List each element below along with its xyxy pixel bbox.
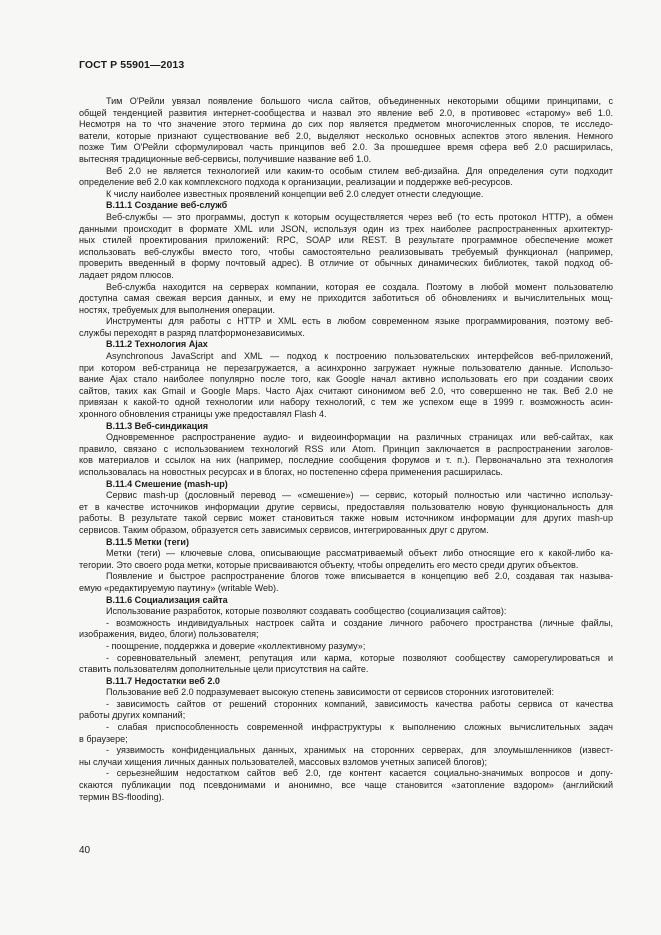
paragraph-line: Веб-службы — это программы, доступ к которым осуществляется через веб (то есть протокол HTTP), а обмен [106, 211, 613, 222]
section-heading: В.11.4 Смешение (mash-up) [106, 478, 228, 489]
section-heading: В.11.6 Социализация сайта [106, 594, 228, 605]
paragraph-line: работы. В результате такой сервис может становиться также новым источником информации для других mash-up [79, 513, 613, 524]
paragraph-line: сервисов. Таким образом, образуется сеть зависимых сервисов, интегрированных друг с другом. [79, 524, 489, 535]
paragraph-line: проверить введенный в форму почтовый адрес). В отличие от обычных динамических библиотек, такой подход об- [79, 258, 613, 269]
paragraph-line: сайтов, таких как Gmail и Google Maps. Часто Ajax считают синонимом веб 2.0, что совершенно не так. Веб 2.0 не [79, 385, 613, 396]
section-heading: В.11.1 Создание веб-служб [106, 200, 228, 211]
paragraph-line: ных стилей проектирования приложений: RPC, SOAP или REST. В результате программное обеспечение может [79, 235, 613, 246]
paragraph-line: ностях, требуемых для выполнения операции. [79, 304, 276, 315]
paragraph-line: ладает рядом плюсов. [79, 269, 174, 280]
paragraph-line: Появление и быстрое распространение блогов тоже вписывается в концепцию веб 2.0, создавая так называ- [106, 571, 613, 582]
paragraph-line: данными происходит в формате XML или JSON, используя один из трех наиболее распространенных архитектур- [79, 223, 613, 234]
paragraph-line: тегории. Это своего рода метки, которые присваиваются объекту, чтобы определить его место среди других объектов. [79, 559, 579, 570]
paragraph-line: - слабая приспособленность современной инфраструктуры к выполнению сложных вычислительных задач [106, 722, 613, 733]
paragraph-line: Asynchronous JavaScript and XML — подход к построению пользовательских интерфейсов веб-приложений, [106, 351, 613, 362]
paragraph-line: - возможность индивидуальных настроек сайта и создание личного рабочего пространства (личные файлы, [106, 617, 613, 628]
paragraph-line: - поощрение, поддержка и доверие «коллективному разуму»; [106, 640, 366, 651]
paragraph-line: ватели, которые признают существование веб 2.0, выделяют несколько основных аспектов этого явления. Немного [79, 130, 613, 141]
paragraph-line: ны случаи хищения личных данных пользователей, массовых взломов учетных записей блогов); [79, 756, 488, 767]
paragraph-line: Веб-служба находится на серверах компании, которая ее создала. Поэтому в любой момент пользователю [106, 281, 613, 292]
paragraph-line: Метки (теги) — ключевые слова, описывающие рассматриваемый объект либо относящие его к какой-либо ка- [106, 548, 613, 559]
paragraph-line: Несмотря на то что значение этого термина до сих пор является предметом многочисленных споров, те исследо- [79, 119, 613, 130]
paragraph-line: Использование разработок, которые позволяют создавать сообщество (социализация сайтов): [106, 606, 507, 617]
paragraph-line: доступна самая свежая версия данных, и ему не приходится заботиться об обновлениях и вычислительных мощ- [79, 293, 613, 304]
paragraph-line: Веб 2.0 не является технологией или каким-то особым стилем веб-дизайна. Для определения сути подходит [106, 165, 613, 176]
paragraph-line: хронного обновления страницы уже предоставлял Flash 4. [79, 409, 327, 420]
paragraph-line: использовалась на новостных ресурсах и в блогах, но постепенно сфера применения расширилась. [79, 467, 503, 477]
paragraph-line: общей тенденцией развития интернет-сообщества и назвал это явление веб 2.0, в противовес «старому» веб 1.0. [79, 107, 613, 118]
paragraph-line: термин BS-flooding). [79, 791, 165, 802]
paragraph-line: ставить пользователям дополнительные цели присутствия на сайте. [79, 664, 369, 675]
section-heading: В.11.3 Веб-синдикация [106, 420, 209, 431]
paragraph-line: Одновременное распространение аудио- и видеоинформации на различных страницах или веб-сайтах, как [106, 432, 613, 443]
paragraph-line: скаются публикации под псевдонимами и анонимно, все чаще становится «затопление вздором» (английский [79, 780, 613, 791]
paragraph-line: - соревновательный элемент, репутация или карма, которые позволяют сообществу саморегулироваться и [106, 652, 613, 663]
paragraph-line: работы других компаний; [79, 710, 186, 721]
paragraph-line: вание Ajax стало наиболее популярно после того, как Google начал активно использовать его при создании своих [79, 374, 613, 385]
paragraph-line: привязан к какой-то одной технологии или набору технологий, с тем же успехом еще в 1999 г. возможность асин- [79, 397, 613, 408]
paragraph-line: в браузере; [79, 733, 128, 744]
paragraph-line: ет в качестве источников информации другие сервисы, предоставляя пользователю новую функциональность для [79, 501, 613, 512]
paragraph-line: вытесняя традиционные веб-сервисы, получившие название веб 1.0. [79, 153, 372, 164]
paragraph-line: - уязвимость конфиденциальных данных, хранимых на сторонних серверах, для злоумышленников (извест- [106, 745, 613, 756]
paragraph-line: изображения, видео, блоги) пользователя; [79, 629, 259, 640]
section-heading: В.11.2 Технология Ajax [106, 339, 208, 350]
paragraph-line: Сервис mash-up (дословный перевод — «смешение») — сервис, который полностью или частично использу- [106, 490, 613, 501]
paragraph-line: позже Тим О'Рейли сформулировал часть принципов веб 2.0. За прошедшее время сфера веб 2.0 расширилась, [79, 142, 613, 153]
paragraph-line: - зависимость сайтов от решений сторонних компаний, зависимость качества работы сервиса от качества [106, 698, 613, 709]
paragraph-line: Инструменты для работы с HTTP и XML есть в любом современном языке программирования, поэтому веб- [106, 316, 613, 327]
paragraph-line: ков материалов и ссылок на них (например, последние сообщения форумов и т. п.). Первоначально эта технология [79, 455, 613, 466]
page-number: 40 [79, 845, 91, 856]
paragraph-line: службы переходят в разряд платформонезависимых. [79, 327, 305, 338]
paragraph-line: Тим О'Рейли увязал появление большого числа сайтов, объединенных некоторыми общими принципами, с [106, 96, 613, 106]
paragraph-line: правило, связано с использованием технологий RSS или Atom. Принцип заключается в распространении заголов- [79, 443, 613, 454]
document-id-header: ГОСТ Р 55901—2013 [79, 59, 185, 71]
section-heading: В.11.5 Метки (теги) [106, 536, 189, 547]
paragraph-line: - серьезнейшим недостатком сайтов веб 2.0, где контент касается социально-значимых вопросов и допу- [106, 768, 613, 779]
paragraph-line: определение веб 2.0 как комплексного подхода к организации, реализации и поддержке веб-ресурсов. [79, 177, 513, 188]
paragraph-line: К числу наиболее известных проявлений концепции веб 2.0 следует отнести следующие. [106, 188, 484, 199]
paragraph-line: Пользование веб 2.0 подразумевает высокую степень зависимости от сервисов сторонних изготовителей: [106, 687, 555, 698]
paragraph-line: использовать веб-службы вместо того, чтобы самостоятельно реализовывать требуемый функционал (например, [79, 246, 613, 257]
document-body [79, 96, 613, 803]
paragraph-line: при котором веб-страница не перезагружается, а асинхронно загружает нужные пользователю данные. Использо- [79, 362, 613, 373]
section-heading: В.11.7 Недостатки веб 2.0 [106, 675, 220, 686]
paragraph-line: емую «редактируемую паутину» (writable Web). [79, 582, 279, 593]
